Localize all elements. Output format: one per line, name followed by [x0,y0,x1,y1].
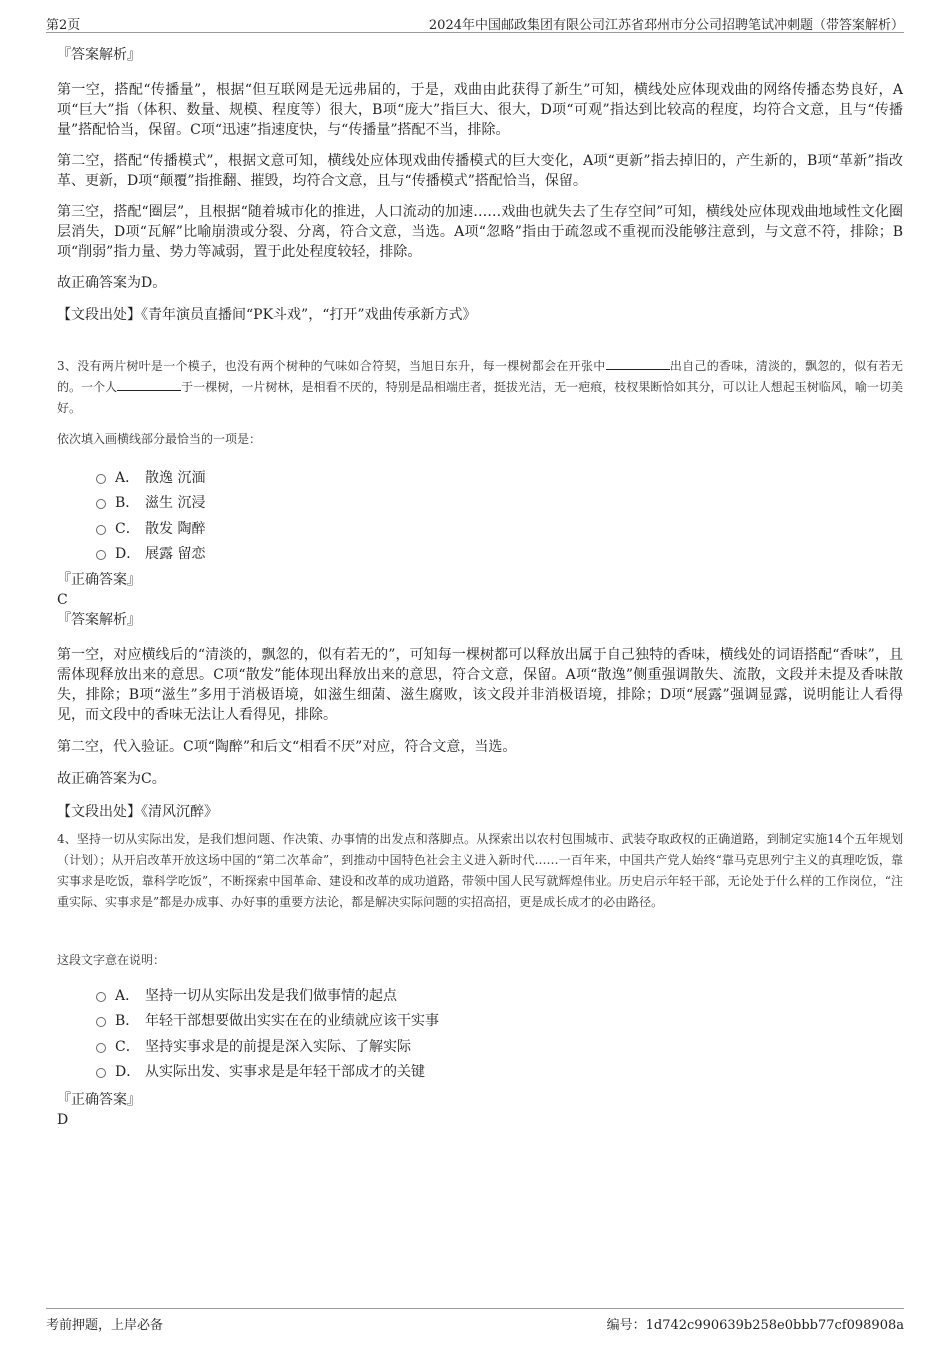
question-3-options [96,464,205,566]
option-d[interactable]: D． 从实际出发、实事求是是年轻干部成才的关键 [96,1059,439,1085]
option-c[interactable]: C． 散发 陶醉 [96,515,205,541]
answer-value: D [57,1112,69,1128]
option-c[interactable]: C． 坚持实事求是的前提是深入实际、了解实际 [96,1033,439,1059]
option-a[interactable]: A． 散逸 沉湎 [96,464,205,490]
analysis-paragraph: 第三空，搭配“圈层”，且根据“随着城市化的推进，人口流动的加速……戏曲也就失去了生存空间”可知，横线处应体现戏曲地域性文化圈层消失，D项“瓦解”比喻崩溃或分裂、分离，符合文意，当选。A项“忽略”指由于疏忽或不重视而没能够注意到，与文意不符，排除；B项“削弱”指力量、势力等减弱，置于此处程度较轻，排除。 [57,204,903,260]
footer-slogan: 考前押题，上岸必备 [46,1318,164,1333]
question-3-text: 3、没有两片树叶是一个模子，也没有两个树种的气味如合符契，当旭日东升，每一棵树都会在开张中 出自己的香味，清淡的，飘忽的，似有若无的。一个人 于一棵树，一片树林，是相看不厌的，特别是品相端庄者，挺拔光洁，无一疤痕，枝杈果断恰如其分，可以让人想起玉树临风，喻一切美好。 [57,359,903,415]
question-4-text: 4、坚持一切从实际出发，是我们想问题、作决策、办事情的出发点和落脚点。从探索出以农村包围城市、武装夺取政权的正确道路，到制定实施14个五年规划（计划）；从开启改革开放这场中国的“第二次革命”，到推动中国特色社会主义进入新时代……一百年来，中国共产党人始终“靠马克思列宁主义的真理吃饭，靠实事求是吃饭，靠科学吃饭”，不断探索中国革命、建设和改革的成功道路，带领中国人民写就辉煌伟业。历史启示年轻干部，无论处于什么样的工作岗位，“注重实际、实事求是”都是办成事、办好事的重要方法论，都是解决实际问题的实招高招，更是成长成才的必由路径。 [57,832,903,909]
document-id: 编号：1d742c990639b258e0bbb77cf098908a [606,1318,904,1333]
conclusion-text: 故正确答案为D。 [57,275,167,291]
radio-icon[interactable] [96,1017,106,1027]
fill-blank [606,357,670,370]
analysis-block-1 [57,44,903,325]
question-3-answer [57,570,903,822]
analysis-paragraph: 第一空，对应横线后的“清淡的，飘忽的，似有若无的”，可知每一棵树都可以释放出属于自己独特的香味，横线处的词语搭配“香味”，且需体现释放出来的意思。C项“散发”能体现出释放出来的意思，符合文意，保留。A项“散逸”侧重强调散失、流散，文段并未提及香味散失，排除；B项“滋生”多用于消极语境，如滋生细菌、滋生腐败，该文段并非消极语境，排除；D项“展露”强调显露，说明能让人看得见，而文段中的香味无法让人看得见，排除。 [57,647,903,723]
radio-icon[interactable] [96,550,106,560]
answer-tag: 『正确答案』 [57,572,141,588]
page-header [46,12,904,33]
option-b[interactable]: B． 滋生 沉浸 [96,490,205,516]
radio-icon[interactable] [96,525,106,535]
analysis-tag: 『答案解析』 [57,47,141,63]
option-a[interactable]: A． 坚持一切从实际出发是我们做事情的起点 [96,982,439,1008]
radio-icon[interactable] [96,499,106,509]
source-citation: 【文段出处】《清风沉醉》 [57,804,218,820]
conclusion-text: 故正确答案为C。 [57,771,166,787]
radio-icon[interactable] [96,992,106,1002]
question-4-options [96,982,439,1084]
page-number: 第2页 [46,18,81,33]
radio-icon[interactable] [96,1068,106,1078]
question-3-prompt: 依次填入画横线部分最恰当的一项是： [57,432,262,446]
option-d[interactable]: D． 展露 留恋 [96,541,205,567]
answer-value: C [57,592,68,608]
radio-icon[interactable] [96,1043,106,1053]
analysis-paragraph: 第二空，代入验证。C项“陶醉”和后文“相看不厌”对应，符合文意，当选。 [57,739,517,755]
answer-tag: 『正确答案』 [57,1092,141,1108]
page-footer [46,1308,904,1333]
question-4-prompt: 这段文字意在说明： [57,953,166,967]
analysis-paragraph: 第一空，搭配“传播量”，根据“但互联网是无远弗届的，于是，戏曲由此获得了新生”可知，横线处应体现戏曲的网络传播态势良好，A项“巨大”指（体积、数量、规模、程度等）很大，B项“庞大”指巨大、很大，D项“可观”指达到比较高的程度，均符合文意，且与“传播量”搭配恰当，保留。C项“迅速”指速度快，与“传播量”搭配不当，排除。 [57,82,903,138]
source-citation: 【文段出处】《青年演员直播间“PK斗戏”，“打开”戏曲传承新方式》 [57,307,477,323]
analysis-paragraph: 第二空，搭配“传播模式”，根据文意可知，横线处应体现戏曲传播模式的巨大变化，A项“更新”指去掉旧的，产生新的，B项“革新”指改革、更新，D项“颠覆”指推翻、摧毁，均符合文意，且与“传播模式”搭配恰当，保留。 [57,153,903,189]
analysis-tag: 『答案解析』 [57,612,141,628]
question-4-answer [57,1090,903,1131]
document-title: 2024年中国邮政集团有限公司江苏省邳州市分公司招聘笔试冲刺题（带答案解析） [428,18,904,33]
option-b[interactable]: B． 年轻干部想要做出实实在在的业绩就应该干实事 [96,1008,439,1034]
radio-icon[interactable] [96,474,106,484]
fill-blank [117,378,181,391]
